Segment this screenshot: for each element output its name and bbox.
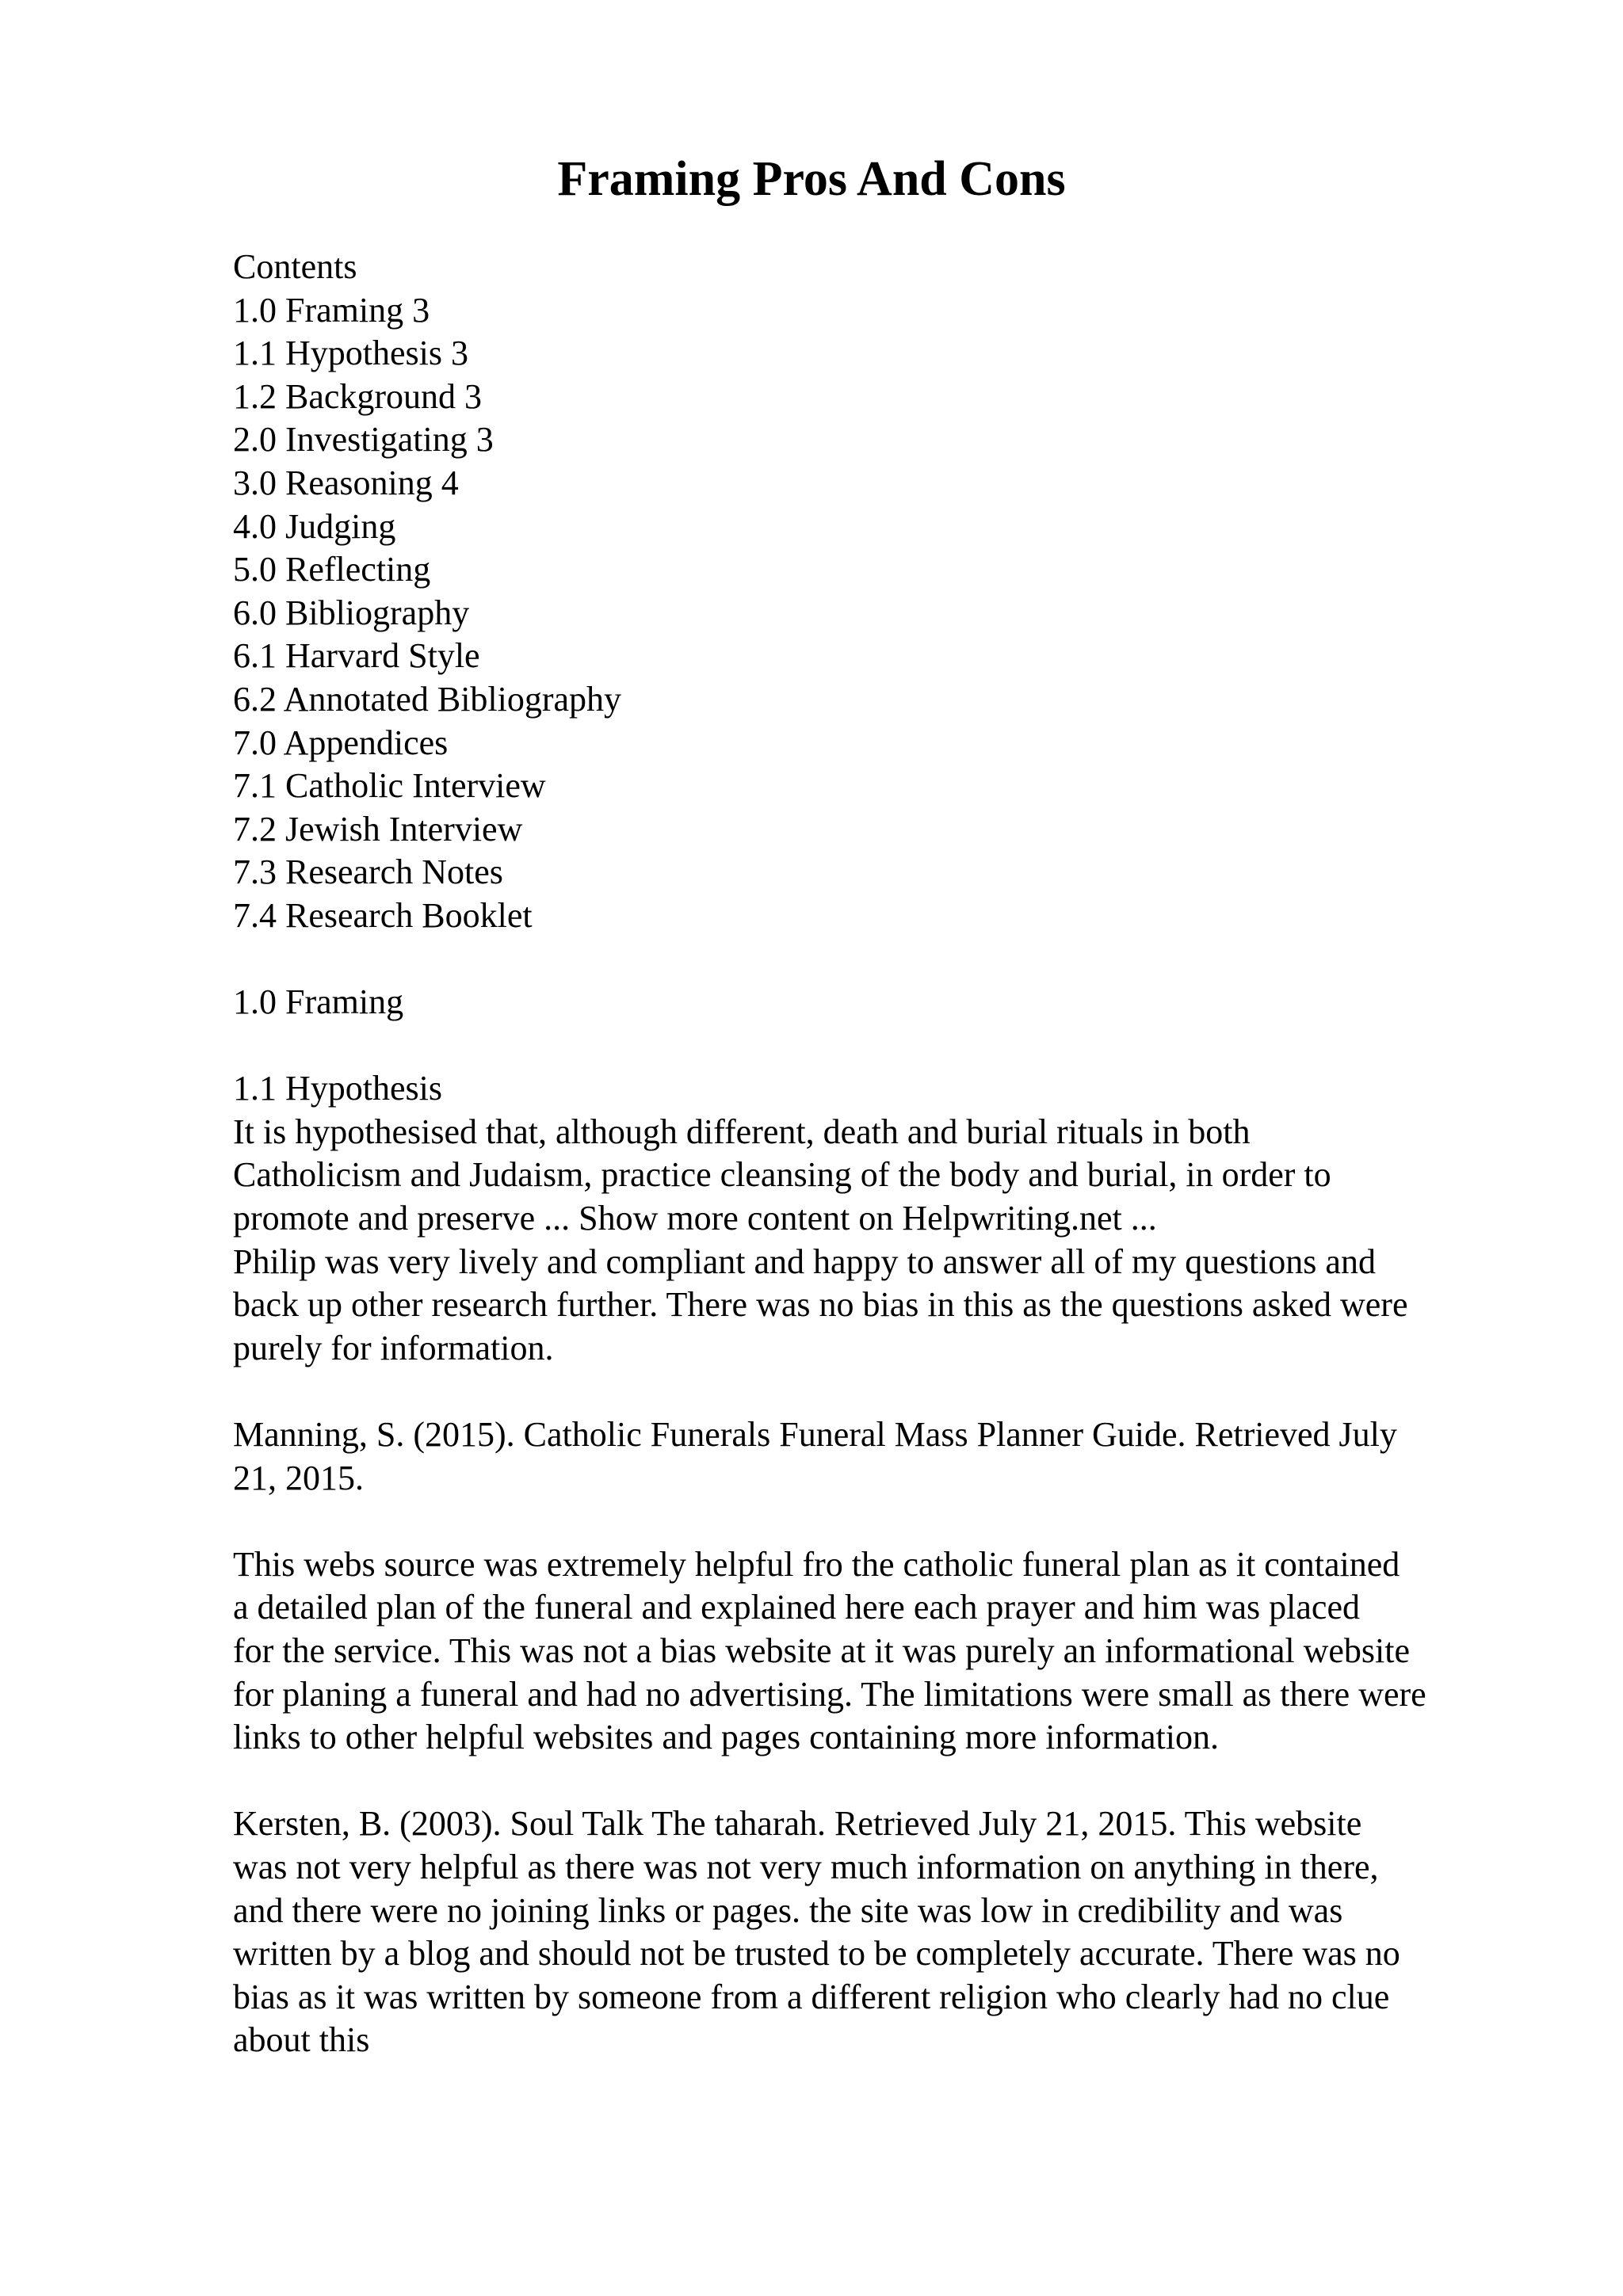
text-line: for planing a funeral and had no advertising. The limitations were small as there were [233,1674,1426,1714]
toc-item: 1.0 Framing 3 [233,290,430,330]
toc-item: 6.0 Bibliography [233,593,470,632]
text-line: This webs source was extremely helpful fro the catholic funeral plan as it contained [233,1544,1400,1584]
toc-item: 1.2 Background 3 [233,376,483,416]
toc-item: 7.4 Research Booklet [233,895,533,935]
text-line: It is hypothesised that, although different, death and burial rituals in both [233,1112,1251,1151]
blank-line [233,1760,1517,1803]
text-line: purely for information. [233,1328,554,1367]
text-line: Kersten, B. (2003). Soul Talk The taharah. Retrieved July 21, 2015. This website [233,1804,1362,1844]
contents-heading: Contents [233,247,357,286]
blank-line [233,1024,1517,1068]
kersten-paragraph [233,1802,1517,2062]
text-line: for the service. This was not a bias website at it was purely an informational website [233,1631,1410,1670]
toc-item: 2.0 Investigating 3 [233,420,494,460]
table-of-contents [233,289,1517,938]
toc-item: 7.0 Appendices [233,723,449,762]
toc-item: 5.0 Reflecting [233,550,431,589]
web-source-paragraph [233,1543,1517,1760]
blank-line [233,1370,1517,1413]
toc-item: 6.2 Annotated Bibliography [233,679,622,719]
section-heading-hypothesis: 1.1 Hypothesis [233,1069,442,1108]
text-line: back up other research further. There was no bias in this as the questions asked were [233,1285,1408,1325]
toc-item: 3.0 Reasoning 4 [233,463,459,502]
page-title: Framing Pros And Cons [557,152,1066,206]
blank-line [233,1500,1517,1543]
text-line: Manning, S. (2015). Catholic Funerals Funeral Mass Planner Guide. Retrieved July [233,1415,1397,1455]
text-line: a detailed plan of the funeral and explained here each prayer and him was placed [233,1588,1360,1627]
document-body [233,246,1517,2062]
toc-item: 7.1 Catholic Interview [233,766,546,806]
toc-item: 6.1 Harvard Style [233,636,480,676]
blank-line [233,938,1517,982]
toc-item: 7.2 Jewish Interview [233,809,523,849]
text-line: 21, 2015. [233,1458,364,1497]
text-line: written by a blog and should not be trusted to be completely accurate. There was no [233,1934,1400,1974]
text-line: links to other helpful websites and pages containing more information. [233,1718,1219,1757]
text-line: was not very helpful as there was not very much information on anything in there, [233,1847,1379,1886]
text-line: and there were no joining links or pages. the site was low in credibility and was [233,1890,1343,1930]
manning-citation [233,1413,1517,1500]
text-line: about this [233,2020,370,2060]
toc-item: 7.3 Research Notes [233,852,503,892]
toc-item: 1.1 Hypothesis 3 [233,334,468,373]
hypothesis-paragraph [233,1111,1517,1371]
text-line: Philip was very lively and compliant and happy to answer all of my questions and [233,1241,1376,1281]
text-line: Catholicism and Judaism, practice cleansing of the body and burial, in order to [233,1155,1331,1195]
text-line: promote and preserve ... Show more content on Helpwriting.net ... [233,1199,1157,1238]
text-line: bias as it was written by someone from a different religion who clearly had no clue [233,1977,1390,2016]
section-heading-framing: 1.0 Framing [233,982,404,1022]
toc-item: 4.0 Judging [233,506,396,546]
